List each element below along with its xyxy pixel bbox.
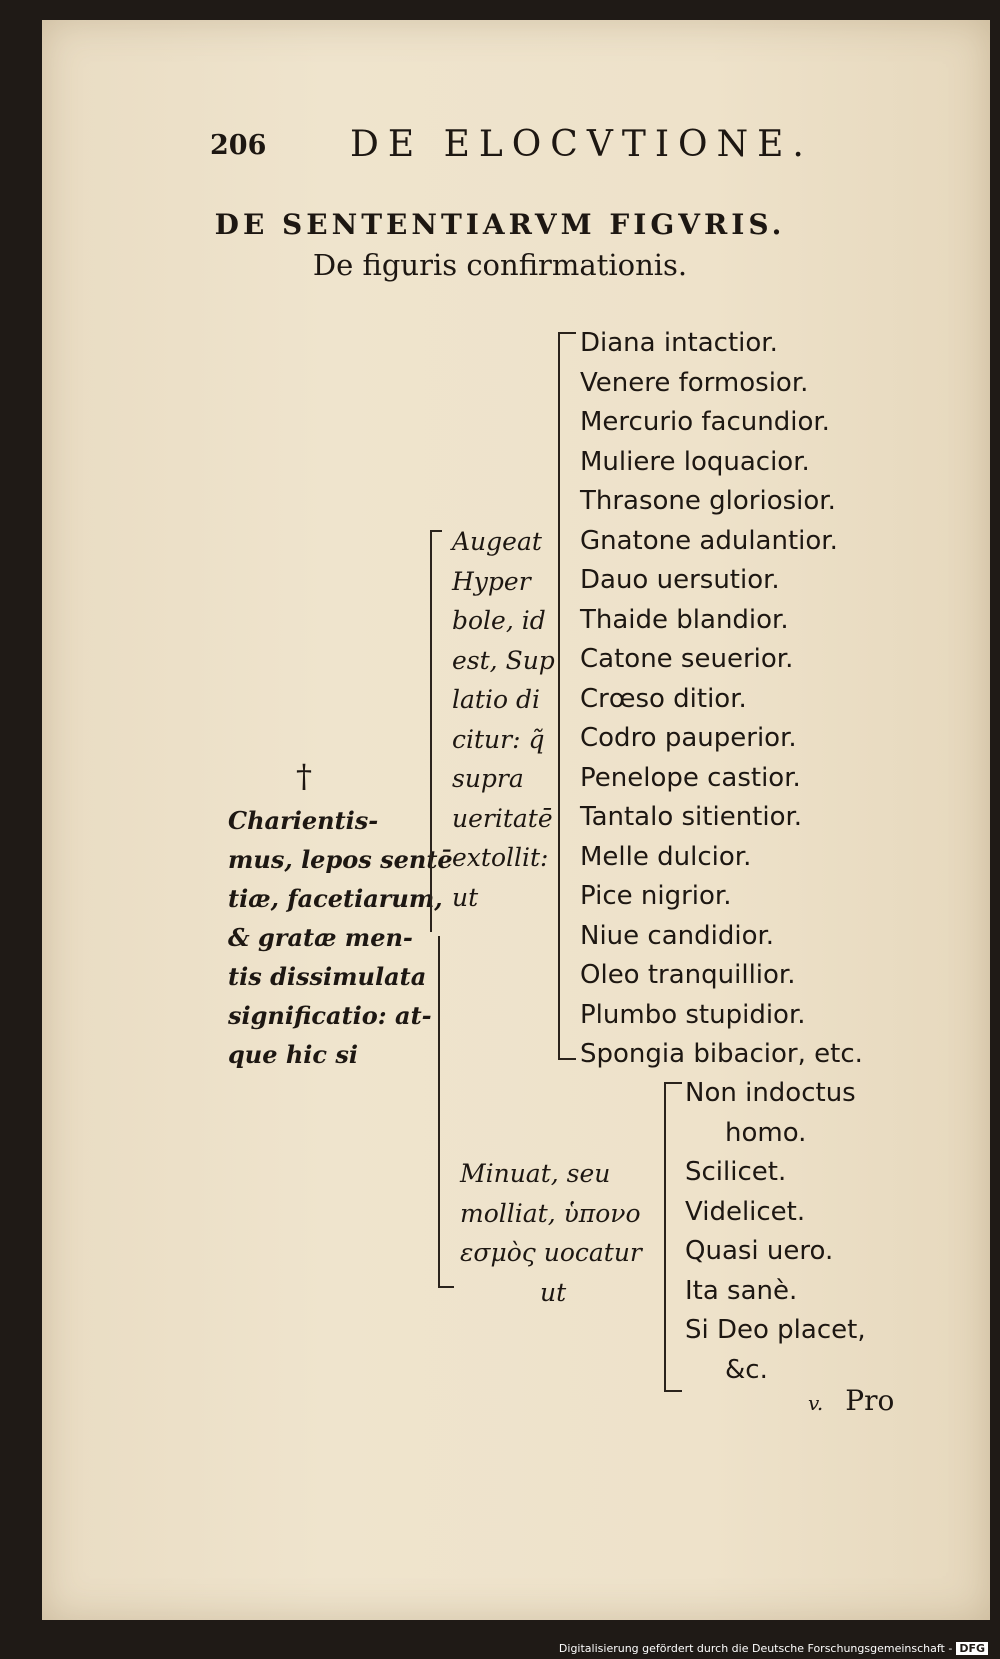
list-item: homo.: [725, 1117, 807, 1148]
dfg-logo: DFG: [956, 1642, 988, 1655]
hyperbole-line: bole, id: [452, 606, 546, 635]
list-item: Si Deo placet,: [685, 1315, 866, 1345]
digitization-footer: [559, 1642, 988, 1655]
note-line: Charientis-: [228, 806, 379, 835]
hyperbole-block: [452, 522, 555, 917]
list-item: Dauo uersutior.: [580, 565, 780, 595]
list-item: Oleo tranquillior.: [580, 960, 796, 990]
section-heading: DE SENTENTIARVM FIGVRIS.: [214, 208, 786, 241]
comparatives-brace: [558, 332, 576, 1060]
hyperbole-line: ueritatē: [452, 803, 553, 833]
section-subheading: De figuris confirmationis.: [312, 248, 688, 282]
list-item: Catone seuerior.: [580, 644, 794, 674]
list-item: Penelope castior.: [580, 762, 801, 793]
note-line: significatio: at-: [228, 1001, 432, 1030]
minuat-line: Minuat, seu: [460, 1159, 611, 1188]
hyperbole-line: Augeat: [452, 527, 542, 556]
charientismus-note: [228, 801, 453, 1074]
list-item: Tantalo sitientior.: [580, 802, 803, 832]
list-item: Plumbo stupidior.: [580, 999, 806, 1030]
hyperbole-line: ut: [452, 882, 479, 912]
note-line: mus, lepos sentē: [228, 845, 453, 874]
list-item: Videlicet.: [685, 1196, 806, 1227]
list-item: Non indoctus: [685, 1078, 856, 1108]
running-title: DE ELOCVTIONE.: [350, 124, 813, 165]
footer-text: Digitalisierung gefördert durch die Deutsche Forschungsgemeinschaft -: [558, 1642, 953, 1655]
list-item: Thaide blandior.: [580, 604, 789, 635]
list-item: Melle dulcior.: [580, 841, 752, 872]
list-item: Thrasone gloriosior.: [580, 486, 836, 516]
list-item: &c.: [725, 1354, 768, 1385]
list-item: Scilicet.: [685, 1157, 787, 1187]
list-item: Venere formosior.: [580, 367, 809, 398]
comparatives-list: [580, 324, 863, 1075]
hyperbole-line: extollit:: [452, 843, 549, 872]
hyperbole-line: citur: q̃: [452, 724, 545, 754]
signature-mark: v.: [808, 1391, 824, 1415]
list-item: Ita sanè.: [685, 1275, 798, 1306]
list-item: Diana intactior.: [580, 328, 778, 358]
outer-brace-lower: [438, 936, 454, 1288]
note-line: & gratæ men-: [228, 923, 413, 952]
hyperbole-line: supra: [452, 764, 524, 793]
note-line: tis dissimulata: [228, 962, 427, 991]
minuat-block: [460, 1154, 642, 1312]
minuat-line: ut: [540, 1277, 567, 1307]
note-line: que hic si: [228, 1040, 359, 1069]
hyperbole-line: latio di: [452, 685, 540, 714]
list-item: Crœso ditior.: [580, 683, 747, 714]
list-item: Spongia bibacior, etc.: [580, 1039, 863, 1069]
minuat-line: εσμὸς uocatur: [460, 1238, 642, 1267]
hyperbole-line: est, Sup: [452, 645, 555, 675]
list-item: Codro pauperior.: [580, 723, 797, 753]
list-item: Quasi uero.: [685, 1236, 834, 1266]
page-number: 206: [210, 130, 267, 161]
outer-brace-upper: [430, 530, 442, 932]
catchword: [808, 1384, 894, 1417]
hyperbole-line: Hyper: [452, 566, 531, 596]
note-line: tiæ, facetiarum,: [228, 884, 443, 913]
running-head: [210, 124, 850, 164]
list-item: Mercurio facundior.: [580, 407, 830, 437]
catchword-text: Pro: [845, 1384, 895, 1417]
ironies-brace: [664, 1082, 682, 1392]
list-item: Pice nigrior.: [580, 881, 732, 911]
list-item: Niue candidior.: [580, 920, 775, 951]
list-item: Muliere loquacior.: [580, 446, 810, 477]
ironies-list: [685, 1074, 866, 1390]
list-item: Gnatone adulantior.: [580, 525, 838, 556]
dagger-mark: †: [296, 757, 312, 795]
minuat-line: molliat, ὑπονο: [460, 1198, 641, 1228]
